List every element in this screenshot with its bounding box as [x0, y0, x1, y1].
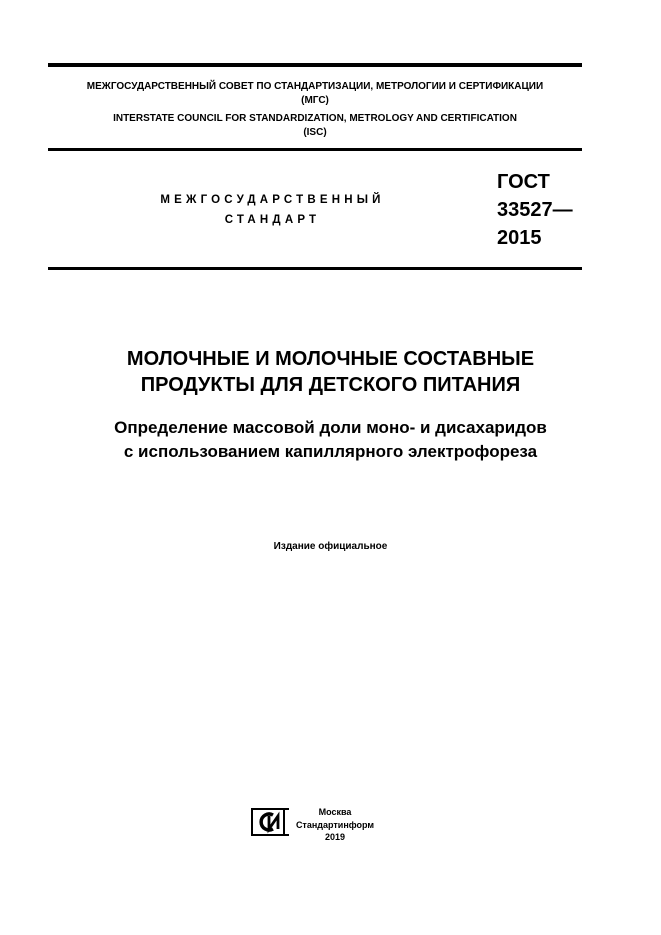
gost-year: 2015 — [497, 227, 542, 249]
document-title-line1: МОЛОЧНЫЕ И МОЛОЧНЫЕ СОСТАВНЫЕ — [126, 348, 535, 370]
document-subtitle-line1: Определение массовой доли моно- и дисахаридов — [114, 418, 547, 437]
edition-label: Издание официальное — [273, 541, 388, 552]
gost-number: 33527— — [497, 199, 573, 221]
middle-rule — [48, 148, 582, 151]
document-subtitle-line2: с использованием капиллярного электрофореза — [123, 442, 538, 461]
document-title-line2: ПРОДУКТЫ ДЛЯ ДЕТСКОГО ПИТАНИЯ — [140, 374, 521, 396]
standard-type-line2: СТАНДАРТ — [224, 214, 321, 226]
council-name-ru — [48, 80, 582, 108]
council-ru-abbr: (МГС) — [301, 95, 329, 106]
publisher-city: Москва — [318, 807, 352, 817]
publisher-name: Стандартинформ — [295, 820, 375, 830]
top-rule — [48, 63, 582, 67]
bottom-rule — [48, 267, 582, 270]
council-name-en — [48, 112, 582, 140]
council-en-line1: INTERSTATE COUNCIL FOR STANDARDIZATION, METROLOGY AND CERTIFICATION — [113, 113, 517, 124]
council-ru-line1: МЕЖГОСУДАРСТВЕННЫЙ СОВЕТ ПО СТАНДАРТИЗАЦИИ, МЕТРОЛОГИИ И СЕРТИФИКАЦИИ — [86, 81, 544, 92]
gost-label: ГОСТ — [497, 171, 550, 193]
standard-type-line1: МЕЖГОСУДАРСТВЕННЫЙ — [160, 194, 385, 206]
standartinform-logo-icon — [249, 806, 289, 838]
publication-year: 2019 — [324, 832, 346, 842]
council-en-abbr: (ISC) — [303, 127, 327, 138]
